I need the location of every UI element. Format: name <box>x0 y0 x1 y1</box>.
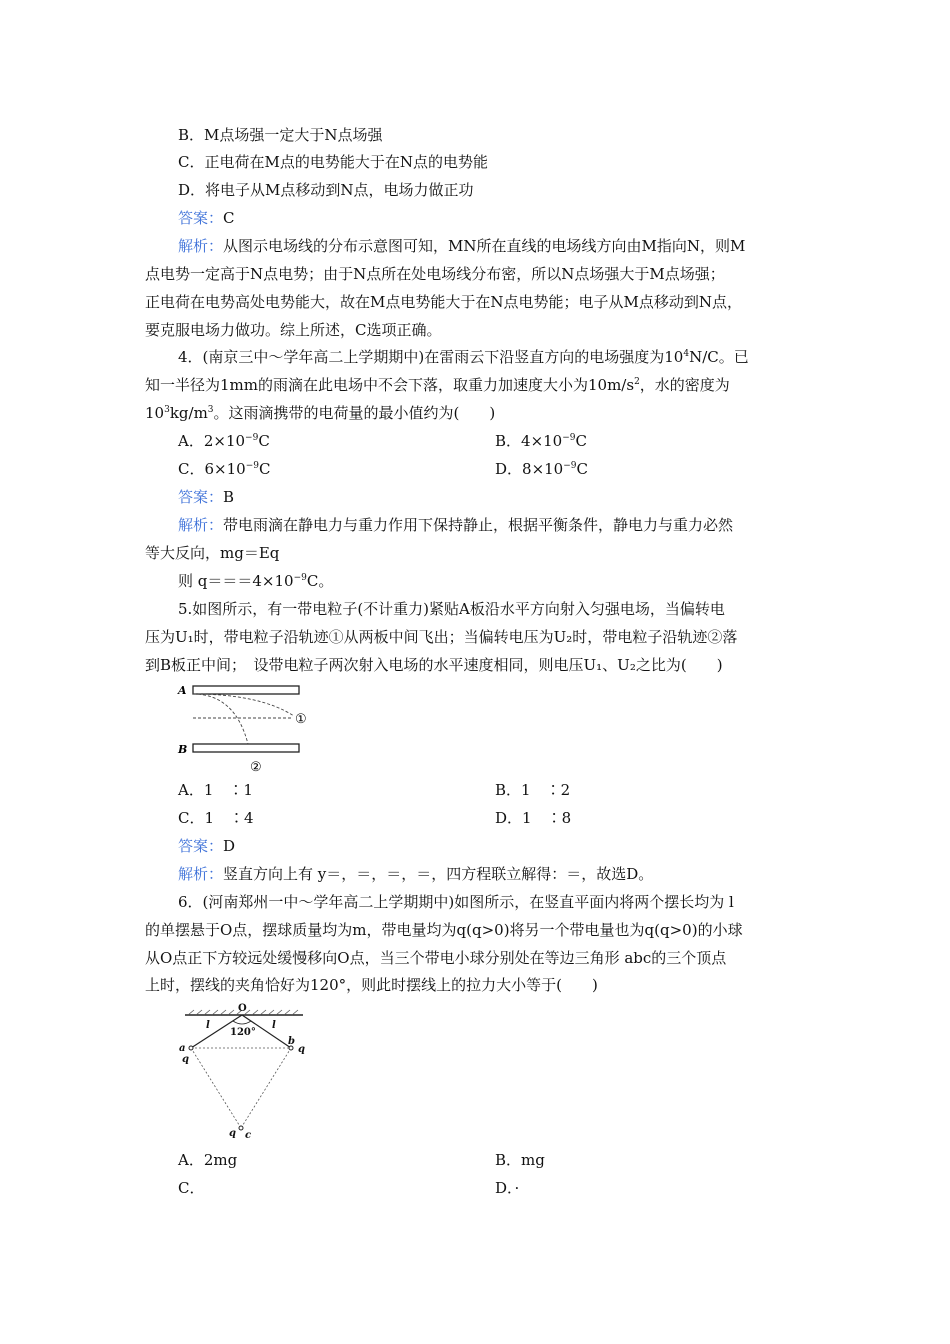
q3-analysis-line-1 <box>178 236 745 256</box>
trajectory-2 <box>193 694 248 744</box>
text: C <box>575 432 587 450</box>
q4-option-b <box>495 431 587 451</box>
text: C <box>258 432 270 450</box>
q5-stem-line-1: 5.如图所示，有一带电粒子(不计重力)紧贴A板沿水平方向射入匀强电场，当偏转电 <box>178 600 725 618</box>
q4-analysis-line-1 <box>178 515 733 535</box>
q4-answer <box>178 487 234 507</box>
label-a: a <box>179 1043 186 1054</box>
pendulum-figure <box>170 1000 320 1145</box>
label-l-left: l <box>206 1020 210 1031</box>
label-q-c: q <box>229 1128 236 1139</box>
text: C．6×10 <box>178 460 246 478</box>
analysis-label: 解析： <box>178 237 224 255</box>
text: kg/m <box>169 404 208 422</box>
superscript: 3 <box>164 405 170 415</box>
q3-analysis-line-4: 要克服电场力做功。综上所述，C选项正确。 <box>145 321 442 339</box>
answer-value: B <box>223 488 235 506</box>
plate-a <box>193 686 299 694</box>
text: D．8×10 <box>495 460 564 478</box>
q3-analysis-line-2: 点电势一定高于N点电势；由于N点所在处电场线分布密，所以N点场强大于M点场强； <box>145 265 725 283</box>
analysis-label: 解析： <box>178 516 224 534</box>
side-bc <box>241 1048 291 1128</box>
q4-analysis-line-2: 等大反向，mg＝Eq <box>145 544 280 562</box>
superscript: 3 <box>207 405 214 415</box>
q6-stem-line-3: 从O点正下方较远处缓慢移向O点，当三个带电小球分别处在等边三角形 abc的三个顶点 <box>145 949 727 967</box>
label-q-b: q <box>298 1044 305 1055</box>
text: C <box>258 460 271 478</box>
q3-answer <box>178 208 235 228</box>
text: C <box>576 460 588 478</box>
label-q-a: q <box>182 1054 189 1065</box>
answer-label: 答案： <box>178 488 224 506</box>
text: C。 <box>306 572 334 590</box>
superscript: 4 <box>683 349 690 359</box>
analysis-text: 带电雨滴在静电力与重力作用下保持静止，根据平衡条件，静电力与重力必然 <box>223 516 734 534</box>
angle-arc <box>233 1021 251 1024</box>
text: 则 q＝＝＝4×10 <box>178 572 294 590</box>
trajectory-1 <box>193 694 294 716</box>
q4-option-d <box>495 459 588 479</box>
q6-option-d: D．· <box>495 1179 520 1197</box>
superscript: −9 <box>563 461 577 471</box>
q5-option-c: C．1 ∶4 <box>178 809 254 827</box>
label-o: O <box>238 1003 247 1014</box>
analysis-text: 从图示电场线的分布示意图可知，MN所在直线的电场线方向由M指向N，则M <box>223 237 746 255</box>
ball-c <box>239 1126 243 1130</box>
q4-stem-line-2 <box>145 375 730 395</box>
q4-stem-line-3 <box>145 403 495 423</box>
text: 4．(南京三中～学年高二上学期期中)在雷雨云下沿竖直方向的电场强度为10 <box>178 348 684 366</box>
q6-option-a: A．2mg <box>178 1151 238 1169</box>
q6-stem-line-1: 6．(河南郑州一中～学年高二上学期期中)如图所示，在竖直平面内将两个摆长均为 l <box>178 893 734 911</box>
label-angle: 120° <box>230 1027 256 1038</box>
q5-stem-line-2: 压为U₁时，带电粒子沿轨迹①从两板中间飞出；当偏转电压为U₂时，带电粒子沿轨迹②落 <box>145 628 738 646</box>
answer-label: 答案： <box>178 209 224 227</box>
q6-stem-line-4: 上时，摆线的夹角恰好为120°，则此时摆线上的拉力大小等于( ) <box>145 976 598 994</box>
label-trajectory-1: ① <box>295 712 307 727</box>
text: A．2×10 <box>178 432 246 450</box>
q6-stem-line-2: 的单摆悬于O点，摆球质量均为m，带电量均为q(q>0)将另一个带电量也为q(q>0)的小球 <box>145 921 743 939</box>
q3-analysis-line-3: 正电荷在电势高处电势能大，故在M点电势能大于在N点电势能；电子从M点移动到N点， <box>145 293 742 311</box>
deflection-plates-figure <box>170 680 330 780</box>
q5-answer <box>178 836 235 856</box>
q5-option-a: A．1 ∶1 <box>178 781 253 799</box>
analysis-label: 解析： <box>178 865 224 883</box>
label-c: c <box>245 1130 252 1141</box>
q6-option-b: B．mg <box>495 1151 545 1169</box>
text: B．4×10 <box>495 432 563 450</box>
label-b: b <box>288 1036 295 1047</box>
label-trajectory-2: ② <box>250 760 262 775</box>
superscript: −9 <box>245 433 259 443</box>
label-b: B <box>178 743 188 756</box>
label-l-right: l <box>272 1020 276 1031</box>
text: ，水的密度为 <box>639 376 730 394</box>
q6-option-c: C． <box>178 1179 205 1197</box>
text: N/C。已 <box>689 348 749 366</box>
answer-label: 答案： <box>178 837 224 855</box>
q5-analysis <box>178 864 653 884</box>
q4-option-a <box>178 431 270 451</box>
q4-option-c <box>178 459 270 479</box>
superscript: 2 <box>634 377 640 387</box>
answer-value: D <box>223 837 236 855</box>
analysis-text: 竖直方向上有 y＝，＝，＝，＝，四方程联立解得：＝，故选D。 <box>223 865 654 883</box>
superscript: −9 <box>293 573 307 583</box>
plate-b <box>193 744 299 752</box>
q5-stem-line-3: 到B板正中间； 设带电粒子两次射入电场的水平速度相同，则电压U₁、U₂之比为( ) <box>145 656 723 674</box>
ball-a <box>189 1046 193 1050</box>
label-a: A <box>178 684 187 697</box>
text: 。这雨滴携带的电荷量的最小值约为( ) <box>213 404 496 422</box>
q4-stem-line-1 <box>178 347 749 367</box>
side-ac <box>191 1048 241 1128</box>
q4-analysis-line-3 <box>178 571 333 591</box>
text: 10 <box>145 404 165 422</box>
q3-option-b: B．M点场强一定大于N点场强 <box>178 126 383 144</box>
answer-value: C <box>223 209 235 227</box>
superscript: −9 <box>245 461 259 471</box>
text: 知一半径为1mm的雨滴在此电场中不会下落，取重力加速度大小为10m/s <box>145 376 635 394</box>
q3-option-d: D．将电子从M点移动到N点，电场力做正功 <box>178 181 474 199</box>
q3-option-c: C．正电荷在M点的电势能大于在N点的电势能 <box>178 153 488 171</box>
q5-option-d: D．1 ∶8 <box>495 809 572 827</box>
superscript: −9 <box>562 433 576 443</box>
q5-option-b: B．1 ∶2 <box>495 781 571 799</box>
